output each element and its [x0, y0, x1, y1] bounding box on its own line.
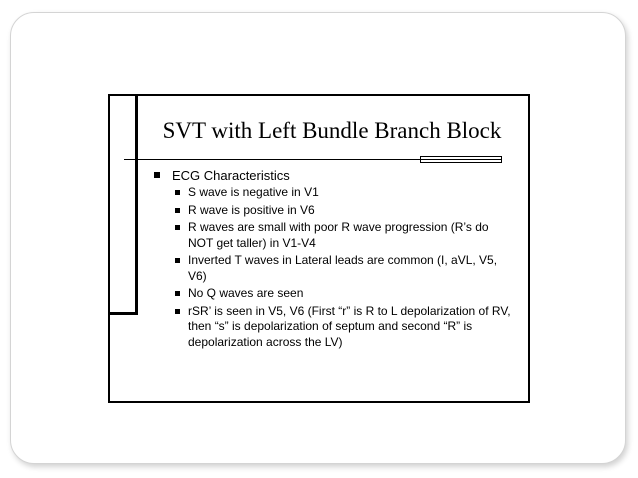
list-item: [175, 304, 514, 351]
square-bullet-icon: [175, 190, 180, 195]
list-item-text: S wave is negative in V1: [188, 185, 319, 199]
list-item: [175, 286, 514, 302]
list-item: [175, 253, 514, 284]
list-item: [175, 185, 514, 201]
square-bullet-icon: [175, 291, 180, 296]
list-item: [175, 203, 514, 219]
title-divider-box: [420, 156, 502, 163]
square-bullet-icon: [175, 225, 180, 230]
list-item: [175, 220, 514, 251]
sub-bullet-list: [175, 185, 514, 350]
list-item-text: R wave is positive in V6: [188, 202, 315, 217]
square-bullet-icon: [175, 258, 180, 263]
list-item-text: rSR’ is seen in V5, V6 (First “r” is R to L depolarization of RV, then “s” is depolarization of septum and second “R” is depolarization across the LV): [188, 303, 511, 349]
square-bullet-icon: [175, 309, 180, 314]
slide-title: SVT with Left Bundle Branch Block: [162, 118, 502, 143]
decorative-corner-bar: [110, 312, 137, 315]
list-item-text: Inverted T waves in Lateral leads are common (I, aVL, V5, V6): [188, 253, 498, 283]
list-item-text: No Q waves are seen: [188, 286, 304, 300]
list-item-text: R waves are small with poor R wave progression (R’s do NOT get taller) in V1-V4: [188, 220, 489, 250]
square-bullet-icon: [154, 172, 160, 178]
heading-text: ECG Characteristics: [172, 168, 290, 183]
slide-content-box: [108, 94, 530, 403]
square-bullet-icon: [175, 208, 180, 213]
heading-item: [154, 168, 514, 184]
title-divider: [124, 159, 424, 160]
bullet-content: [154, 168, 514, 352]
